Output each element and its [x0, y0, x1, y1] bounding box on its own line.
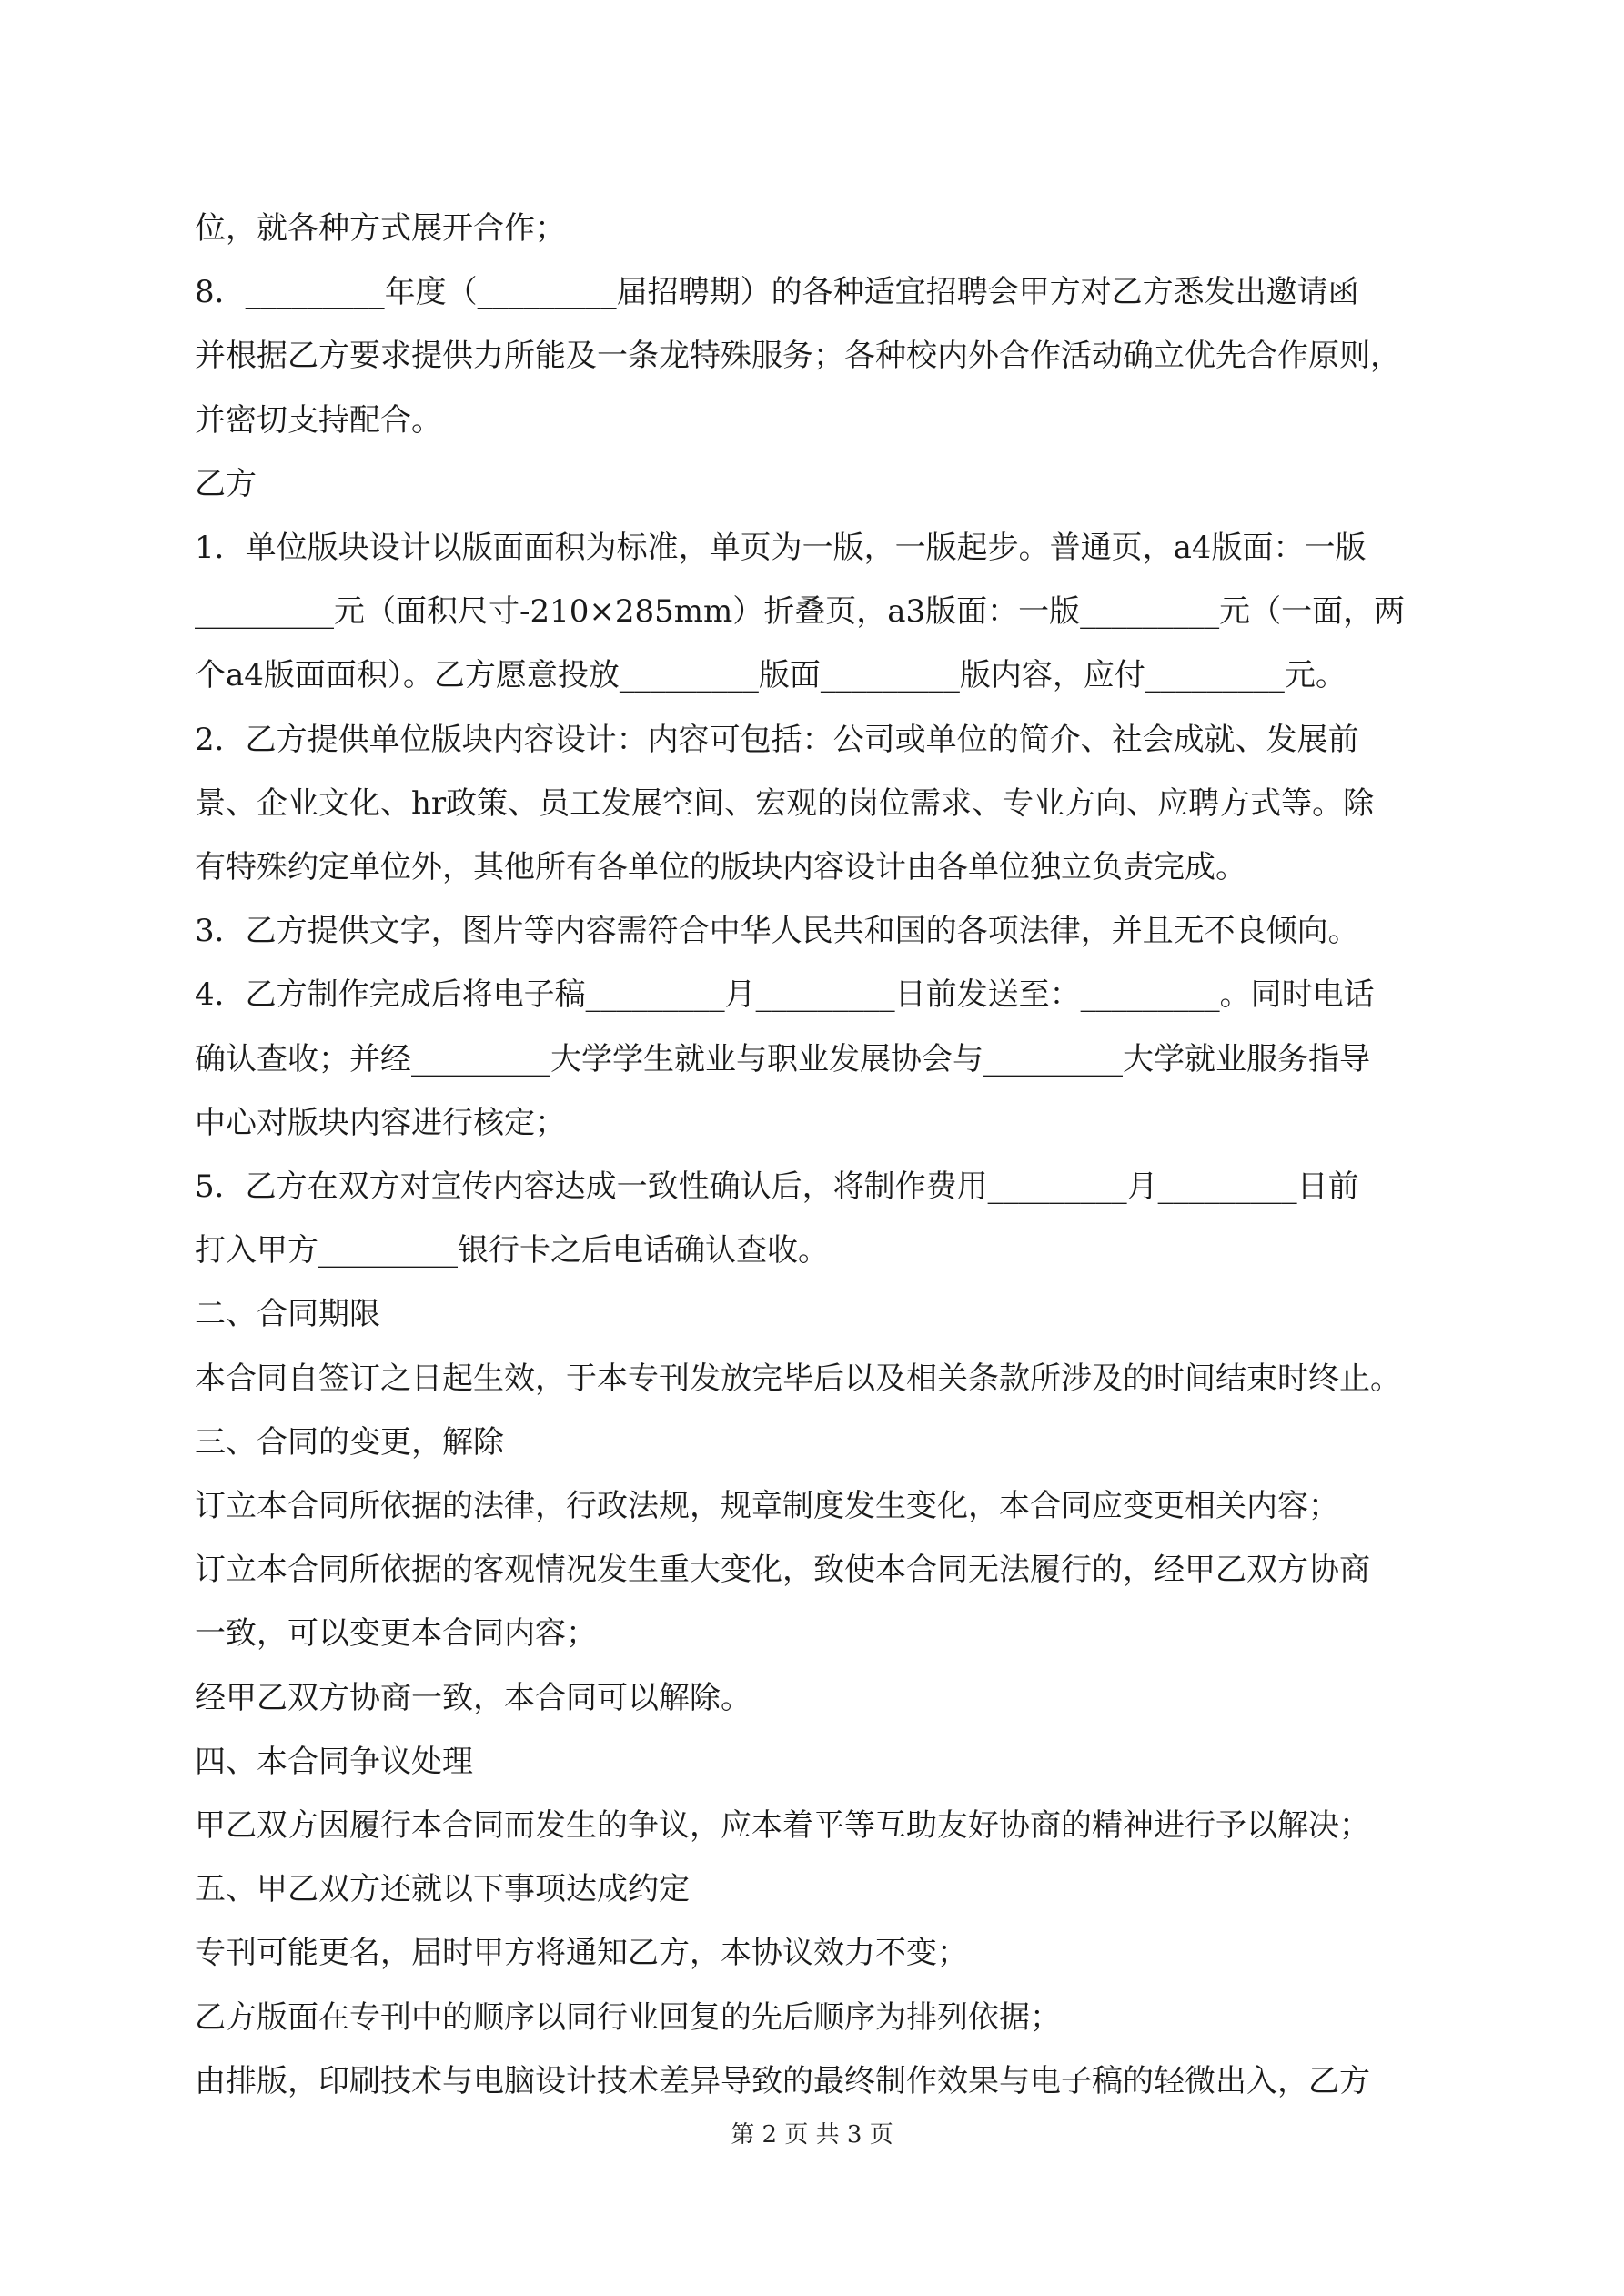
section-heading: 五、甲乙双方还就以下事项达成约定	[195, 1871, 690, 1908]
text-line: 位，就各种方式展开合作；	[195, 210, 566, 247]
text-line: 5．乙方在双方对宣传内容达成一致性确认后，将制作费用_________月_________日前	[195, 1168, 1359, 1206]
text-line: 并密切支持配合。	[195, 401, 442, 439]
text-line: 一致，可以变更本合同内容；	[195, 1615, 597, 1653]
text-line: 3．乙方提供文字，图片等内容需符合中华人民共和国的各项法律，并且无不良倾向。	[195, 913, 1359, 950]
text-line: _________元（面积尺寸-210×285mm）折叠页，a3版面：一版_________元（一面，两	[195, 593, 1406, 631]
text-line: 2．乙方提供单位版块内容设计：内容可包括：公司或单位的简介、社会成就、发展前	[195, 721, 1359, 758]
text-line: 打入甲方_________银行卡之后电话确认查收。	[195, 1232, 829, 1269]
text-line: 有特殊约定单位外，其他所有各单位的版块内容设计由各单位独立负责完成。	[195, 849, 1246, 886]
text-line: 订立本合同所依据的法律，行政法规，规章制度发生变化，本合同应变更相关内容；	[195, 1488, 1339, 1525]
section-heading: 四、本合同争议处理	[195, 1743, 473, 1780]
text-line: 并根据乙方要求提供力所能及一条龙特殊服务；各种校内外合作活动确立优先合作原则，	[195, 338, 1401, 375]
section-heading: 乙方	[195, 465, 257, 502]
text-line: 经甲乙双方协商一致，本合同可以解除。	[195, 1679, 751, 1716]
text-line: 个a4版面面积）。乙方愿意投放_________版面_________版内容，应付_________元。	[195, 657, 1347, 694]
text-line: 景、企业文化、hr政策、员工发展空间、宏观的岗位需求、专业方向、应聘方式等。除	[195, 784, 1375, 822]
text-line: 确认查收；并经_________大学学生就业与职业发展协会与_________大学就业服务指导	[195, 1040, 1370, 1077]
text-line: 订立本合同所依据的客观情况发生重大变化，致使本合同无法履行的，经甲乙双方协商	[195, 1552, 1370, 1589]
text-line: 1．单位版块设计以版面面积为标准，单页为一版，一版起步。普通页，a4版面：一版	[195, 530, 1367, 567]
section-heading: 二、合同期限	[195, 1296, 380, 1333]
text-line: 专刊可能更名，届时甲方将通知乙方，本协议效力不变；	[195, 1935, 968, 1972]
text-line: 本合同自签订之日起生效，于本专刊发放完毕后以及相关条款所涉及的时间结束时终止。	[195, 1360, 1401, 1397]
page-number-footer: 第 2 页 共 3 页	[731, 2121, 893, 2149]
text-line: 乙方版面在专刊中的顺序以同行业回复的先后顺序为排列依据；	[195, 1998, 1061, 2036]
text-line: 中心对版块内容进行核定；	[195, 1104, 566, 1141]
text-line: 4．乙方制作完成后将电子稿_________月_________日前发送至：_________。同时电话	[195, 976, 1375, 1014]
text-line: 由排版，印刷技术与电脑设计技术差异导致的最终制作效果与电子稿的轻微出入，乙方	[195, 2062, 1370, 2099]
text-line: 8．_________年度（_________届招聘期）的各种适宜招聘会甲方对乙方悉发出邀请函	[195, 274, 1359, 311]
section-heading: 三、合同的变更，解除	[195, 1423, 504, 1461]
text-line: 甲乙双方因履行本合同而发生的争议，应本着平等互助友好协商的精神进行予以解决；	[195, 1807, 1370, 1845]
document-body	[195, 197, 1432, 2113]
